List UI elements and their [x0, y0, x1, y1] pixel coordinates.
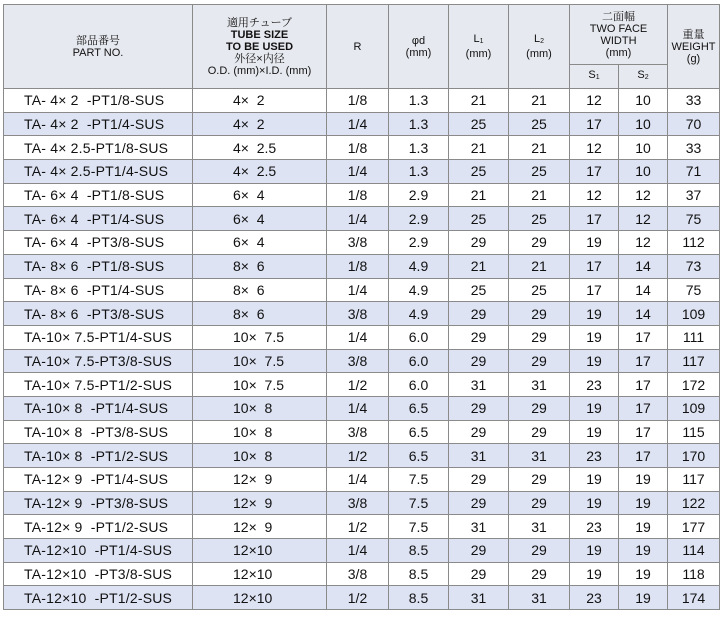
s2-header: S2	[619, 65, 668, 89]
s1-cell: 19	[570, 302, 619, 326]
phi-d-cell: 8.5	[389, 562, 449, 586]
r-cell: 3/8	[327, 562, 389, 586]
l2-cell: 25	[509, 207, 570, 231]
table-row	[4, 231, 720, 255]
phi-d-cell: 6.0	[389, 349, 449, 373]
table-row	[4, 325, 720, 349]
table-row	[4, 373, 720, 397]
l1-cell: 29	[449, 491, 509, 515]
tube-size-cell: 6× 4	[193, 231, 327, 255]
tube-size-cell: 10× 7.5	[193, 349, 327, 373]
phi-d-cell: 2.9	[389, 183, 449, 207]
l1-cell: 21	[449, 254, 509, 278]
s2-cell: 17	[619, 396, 668, 420]
part-no-header: 部品番号 PART NO.	[4, 5, 193, 89]
l1-header: L1 (mm)	[449, 5, 509, 89]
phi-d-cell: 2.9	[389, 207, 449, 231]
tube-size-cell: 12×10	[193, 539, 327, 563]
l2-cell: 29	[509, 562, 570, 586]
phi-d-cell: 1.3	[389, 136, 449, 160]
s1-cell: 19	[570, 468, 619, 492]
s2-cell: 19	[619, 539, 668, 563]
s1-cell: 23	[570, 373, 619, 397]
r-cell: 1/8	[327, 89, 389, 113]
r-cell: 1/4	[327, 112, 389, 136]
tube-size-cell: 8× 6	[193, 254, 327, 278]
s1-cell: 19	[570, 539, 619, 563]
r-cell: 1/2	[327, 586, 389, 610]
tube-size-cell: 12×10	[193, 586, 327, 610]
l1-cell: 25	[449, 278, 509, 302]
weight-cell: 115	[668, 420, 720, 444]
weight-cell: 111	[668, 325, 720, 349]
table-row	[4, 468, 720, 492]
l1-cell: 25	[449, 160, 509, 184]
part-number-cell: TA- 8× 6 -PT1/4-SUS	[4, 278, 193, 302]
l2-cell: 31	[509, 373, 570, 397]
l2-cell: 25	[509, 160, 570, 184]
weight-cell: 37	[668, 183, 720, 207]
part-number-cell: TA- 4× 2 -PT1/8-SUS	[4, 89, 193, 113]
l2-cell: 21	[509, 183, 570, 207]
table-row	[4, 420, 720, 444]
l1-cell: 29	[449, 420, 509, 444]
table-row	[4, 278, 720, 302]
s1-cell: 23	[570, 586, 619, 610]
l2-cell: 25	[509, 112, 570, 136]
phi-d-cell: 1.3	[389, 112, 449, 136]
r-cell: 1/8	[327, 254, 389, 278]
r-cell: 1/4	[327, 160, 389, 184]
s1-cell: 19	[570, 231, 619, 255]
s1-cell: 19	[570, 562, 619, 586]
tube-size-cell: 8× 6	[193, 278, 327, 302]
l2-header: L2 (mm)	[509, 5, 570, 89]
part-number-cell: TA-10× 7.5-PT1/2-SUS	[4, 373, 193, 397]
l1-cell: 25	[449, 112, 509, 136]
l1-cell: 31	[449, 373, 509, 397]
part-number-cell: TA-12× 9 -PT1/4-SUS	[4, 468, 193, 492]
table-row	[4, 183, 720, 207]
s1-header: S1	[570, 65, 619, 89]
part-number-cell: TA- 8× 6 -PT3/8-SUS	[4, 302, 193, 326]
weight-cell: 174	[668, 586, 720, 610]
tube-size-header: 適用チューブ TUBE SIZE TO BE USED 外径×内径 O.D. (mm)×I.D. (mm)	[193, 5, 327, 89]
l1-cell: 29	[449, 562, 509, 586]
l2-cell: 31	[509, 586, 570, 610]
part-number-cell: TA-10× 8 -PT1/2-SUS	[4, 444, 193, 468]
l2-cell: 29	[509, 468, 570, 492]
s2-cell: 14	[619, 254, 668, 278]
r-cell: 1/4	[327, 278, 389, 302]
r-cell: 3/8	[327, 349, 389, 373]
table-row	[4, 112, 720, 136]
s2-cell: 14	[619, 302, 668, 326]
r-cell: 1/4	[327, 325, 389, 349]
r-cell: 1/2	[327, 444, 389, 468]
l1-cell: 25	[449, 207, 509, 231]
table-row	[4, 444, 720, 468]
table-row	[4, 491, 720, 515]
part-number-cell: TA-12× 9 -PT1/2-SUS	[4, 515, 193, 539]
s1-cell: 19	[570, 491, 619, 515]
tube-size-cell: 12×10	[193, 562, 327, 586]
s1-cell: 19	[570, 325, 619, 349]
r-cell: 1/4	[327, 207, 389, 231]
r-cell: 3/8	[327, 491, 389, 515]
part-number-cell: TA- 6× 4 -PT1/4-SUS	[4, 207, 193, 231]
s1-cell: 12	[570, 89, 619, 113]
s2-cell: 10	[619, 112, 668, 136]
table-row	[4, 586, 720, 610]
l2-cell: 29	[509, 420, 570, 444]
weight-cell: 73	[668, 254, 720, 278]
part-number-cell: TA-10× 7.5-PT1/4-SUS	[4, 325, 193, 349]
l2-cell: 29	[509, 396, 570, 420]
l1-cell: 29	[449, 349, 509, 373]
l1-cell: 31	[449, 586, 509, 610]
weight-cell: 114	[668, 539, 720, 563]
tube-size-cell: 12× 9	[193, 491, 327, 515]
table-row	[4, 136, 720, 160]
tube-size-cell: 12× 9	[193, 515, 327, 539]
s2-cell: 10	[619, 89, 668, 113]
l1-cell: 31	[449, 444, 509, 468]
table-row	[4, 562, 720, 586]
l1-cell: 29	[449, 396, 509, 420]
l2-cell: 31	[509, 515, 570, 539]
l1-cell: 21	[449, 183, 509, 207]
weight-cell: 118	[668, 562, 720, 586]
part-number-cell: TA-10× 8 -PT3/8-SUS	[4, 420, 193, 444]
part-number-cell: TA- 4× 2 -PT1/4-SUS	[4, 112, 193, 136]
weight-cell: 170	[668, 444, 720, 468]
phi-d-cell: 6.0	[389, 373, 449, 397]
two-face-width-header: 二面幅 TWO FACE WIDTH (mm)	[570, 5, 668, 65]
l2-cell: 21	[509, 136, 570, 160]
l2-cell: 29	[509, 325, 570, 349]
s1-cell: 17	[570, 112, 619, 136]
table-row	[4, 89, 720, 113]
l2-cell: 29	[509, 349, 570, 373]
s2-cell: 17	[619, 373, 668, 397]
l2-cell: 31	[509, 444, 570, 468]
tube-size-cell: 6× 4	[193, 183, 327, 207]
r-cell: 1/2	[327, 373, 389, 397]
s1-cell: 12	[570, 183, 619, 207]
part-number-cell: TA-12×10 -PT1/2-SUS	[4, 586, 193, 610]
weight-cell: 33	[668, 89, 720, 113]
l1-cell: 21	[449, 89, 509, 113]
s1-cell: 19	[570, 420, 619, 444]
r-cell: 1/4	[327, 539, 389, 563]
phi-d-cell: 7.5	[389, 515, 449, 539]
weight-cell: 112	[668, 231, 720, 255]
s2-cell: 10	[619, 136, 668, 160]
tube-size-cell: 6× 4	[193, 207, 327, 231]
table-row	[4, 207, 720, 231]
part-number-cell: TA-12×10 -PT1/4-SUS	[4, 539, 193, 563]
tube-size-cell: 10× 7.5	[193, 373, 327, 397]
s2-cell: 19	[619, 586, 668, 610]
phi-d-cell: 6.5	[389, 420, 449, 444]
l2-cell: 29	[509, 491, 570, 515]
l2-cell: 29	[509, 302, 570, 326]
s2-cell: 17	[619, 349, 668, 373]
part-number-cell: TA-12×10 -PT3/8-SUS	[4, 562, 193, 586]
weight-cell: 33	[668, 136, 720, 160]
weight-cell: 117	[668, 349, 720, 373]
r-cell: 1/4	[327, 396, 389, 420]
l1-cell: 29	[449, 231, 509, 255]
s2-cell: 19	[619, 468, 668, 492]
phi-d-cell: 4.9	[389, 302, 449, 326]
l2-cell: 29	[509, 539, 570, 563]
s1-cell: 19	[570, 349, 619, 373]
table-row	[4, 302, 720, 326]
table-body	[4, 89, 720, 610]
weight-cell: 117	[668, 468, 720, 492]
part-number-cell: TA- 6× 4 -PT1/8-SUS	[4, 183, 193, 207]
phi-d-cell: 6.5	[389, 444, 449, 468]
tube-size-cell: 12× 9	[193, 468, 327, 492]
s2-cell: 12	[619, 207, 668, 231]
table-row	[4, 160, 720, 184]
part-number-cell: TA- 8× 6 -PT1/8-SUS	[4, 254, 193, 278]
weight-cell: 172	[668, 373, 720, 397]
part-number-cell: TA- 4× 2.5-PT1/8-SUS	[4, 136, 193, 160]
table-row	[4, 515, 720, 539]
tube-size-cell: 10× 8	[193, 444, 327, 468]
r-header: R	[327, 5, 389, 89]
tube-size-cell: 4× 2.5	[193, 136, 327, 160]
weight-cell: 75	[668, 207, 720, 231]
tube-size-cell: 10× 8	[193, 420, 327, 444]
spec-table	[3, 4, 720, 610]
l2-cell: 21	[509, 89, 570, 113]
phi-d-cell: 8.5	[389, 586, 449, 610]
table-row	[4, 396, 720, 420]
part-number-cell: TA-10× 7.5-PT3/8-SUS	[4, 349, 193, 373]
phi-d-cell: 1.3	[389, 89, 449, 113]
l1-cell: 29	[449, 539, 509, 563]
phi-d-cell: 7.5	[389, 491, 449, 515]
l1-cell: 29	[449, 468, 509, 492]
tube-size-cell: 10× 8	[193, 396, 327, 420]
weight-cell: 122	[668, 491, 720, 515]
table-row	[4, 539, 720, 563]
s1-cell: 23	[570, 515, 619, 539]
phi-d-cell: 4.9	[389, 254, 449, 278]
weight-cell: 109	[668, 302, 720, 326]
tube-size-cell: 8× 6	[193, 302, 327, 326]
s1-cell: 17	[570, 207, 619, 231]
s2-cell: 17	[619, 325, 668, 349]
s1-cell: 17	[570, 254, 619, 278]
l1-cell: 21	[449, 136, 509, 160]
s2-cell: 19	[619, 562, 668, 586]
l1-cell: 29	[449, 302, 509, 326]
s1-cell: 19	[570, 396, 619, 420]
tube-size-cell: 10× 7.5	[193, 325, 327, 349]
table-row	[4, 349, 720, 373]
weight-cell: 71	[668, 160, 720, 184]
phi-d-cell: 7.5	[389, 468, 449, 492]
weight-cell: 75	[668, 278, 720, 302]
weight-cell: 109	[668, 396, 720, 420]
r-cell: 3/8	[327, 302, 389, 326]
weight-cell: 70	[668, 112, 720, 136]
r-cell: 3/8	[327, 420, 389, 444]
l1-cell: 31	[449, 515, 509, 539]
s1-cell: 17	[570, 278, 619, 302]
part-number-cell: TA- 4× 2.5-PT1/4-SUS	[4, 160, 193, 184]
r-cell: 1/2	[327, 515, 389, 539]
phi-d-cell: 2.9	[389, 231, 449, 255]
l1-cell: 29	[449, 325, 509, 349]
s2-cell: 10	[619, 160, 668, 184]
s2-cell: 12	[619, 231, 668, 255]
phi-d-cell: 6.0	[389, 325, 449, 349]
r-cell: 1/8	[327, 136, 389, 160]
weight-cell: 177	[668, 515, 720, 539]
l2-cell: 25	[509, 278, 570, 302]
s2-cell: 12	[619, 183, 668, 207]
s2-cell: 17	[619, 444, 668, 468]
s2-cell: 19	[619, 491, 668, 515]
phi-d-cell: 6.5	[389, 396, 449, 420]
part-number-cell: TA-12× 9 -PT3/8-SUS	[4, 491, 193, 515]
table-row	[4, 254, 720, 278]
l2-cell: 29	[509, 231, 570, 255]
s1-cell: 12	[570, 136, 619, 160]
tube-size-cell: 4× 2	[193, 112, 327, 136]
r-cell: 1/4	[327, 468, 389, 492]
part-number-cell: TA-10× 8 -PT1/4-SUS	[4, 396, 193, 420]
part-number-cell: TA- 6× 4 -PT3/8-SUS	[4, 231, 193, 255]
tube-size-cell: 4× 2	[193, 89, 327, 113]
r-cell: 1/8	[327, 183, 389, 207]
l2-cell: 21	[509, 254, 570, 278]
r-cell: 3/8	[327, 231, 389, 255]
s2-cell: 19	[619, 515, 668, 539]
s1-cell: 23	[570, 444, 619, 468]
phi-d-header: φd (mm)	[389, 5, 449, 89]
tube-size-cell: 4× 2.5	[193, 160, 327, 184]
weight-header: 重量 WEIGHT (g)	[668, 5, 720, 89]
phi-d-cell: 4.9	[389, 278, 449, 302]
s2-cell: 17	[619, 420, 668, 444]
phi-d-cell: 1.3	[389, 160, 449, 184]
s1-cell: 17	[570, 160, 619, 184]
phi-d-cell: 8.5	[389, 539, 449, 563]
s2-cell: 14	[619, 278, 668, 302]
